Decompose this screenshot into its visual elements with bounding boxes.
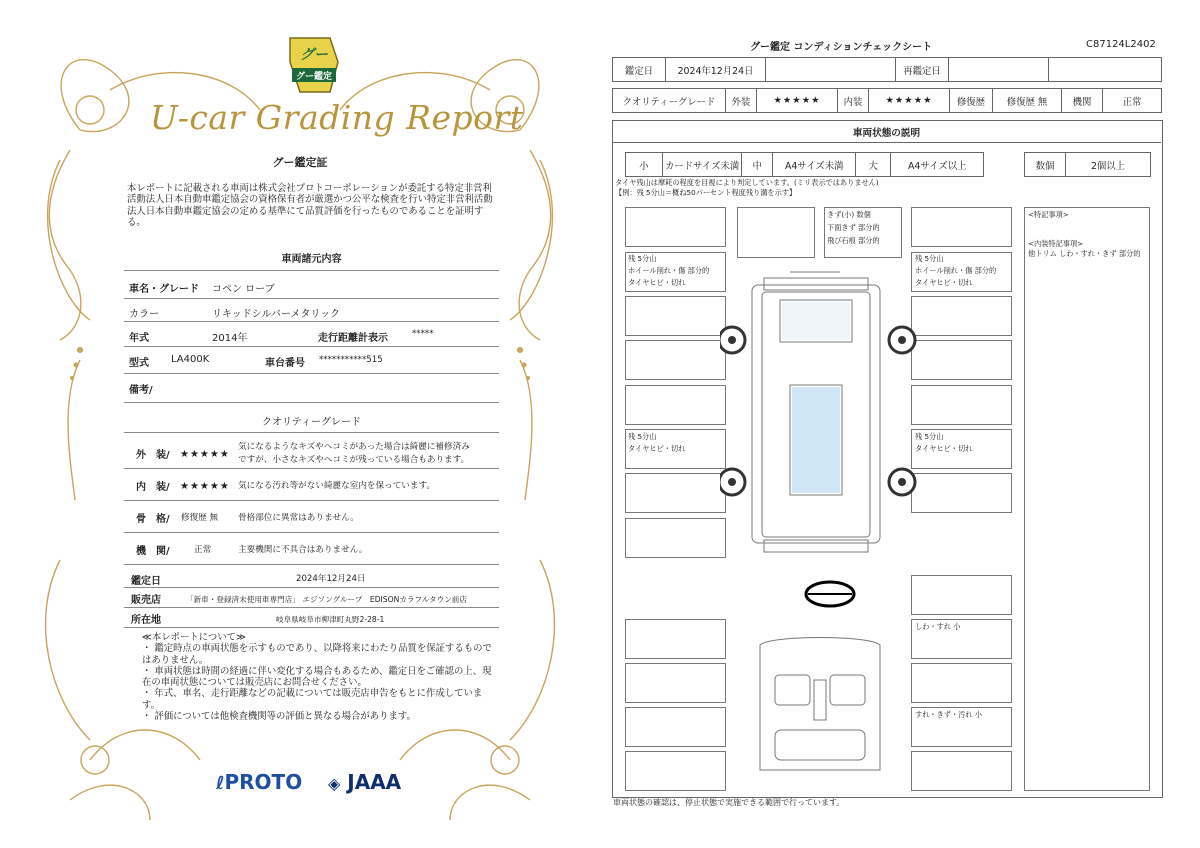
divider <box>124 468 499 469</box>
exterior-stars: ★★★★★ <box>180 449 230 460</box>
callout-interior-2: すれ・きず・汚れ 小 <box>915 710 982 719</box>
exterior-label: 外 装/ <box>136 450 170 461</box>
car-name-label: 車名・グレード <box>129 284 199 295</box>
interior-special-title: <内装特記事項> <box>1028 239 1084 248</box>
interior-label: 内 装/ <box>136 482 170 493</box>
hood-area <box>782 302 850 340</box>
callout-front-left-2: ホイール削れ・傷 部分的 <box>628 266 710 275</box>
note-item: ・ 車両状態は時間の経過に伴い変化する場合もあるため、鑑定日をご確認の上、現在の車両状態については販売店にお問合せください。 <box>142 665 492 689</box>
interior-stars: ★★★★★ <box>180 481 230 492</box>
divider <box>124 607 499 608</box>
divider <box>124 564 499 565</box>
condition-check-sheet <box>600 0 1200 848</box>
chassis-label: 車台番号 <box>265 358 305 369</box>
divider <box>124 298 499 299</box>
frame-value: 修復歴 無 <box>181 513 219 523</box>
callout-box <box>911 751 1012 791</box>
appraisal-date-value: 2024年12月24日 <box>666 58 766 82</box>
divider <box>124 587 499 588</box>
glass-area <box>792 387 840 493</box>
car-name-value: コペン ローブ <box>212 284 275 295</box>
callout-front-right-2: ホイール削れ・傷 部分的 <box>915 266 997 275</box>
frame-label: 骨 格/ <box>136 514 170 525</box>
callout-box <box>625 340 726 380</box>
callout-top-3: 飛び石痕 部分的 <box>827 236 880 245</box>
divider <box>124 432 499 433</box>
callout-front-right-3: タイヤヒビ・切れ <box>915 278 973 287</box>
engine-label: 機 関/ <box>136 546 170 557</box>
divider <box>124 346 499 347</box>
callout-front-left-1: 残 5分山 <box>628 254 657 263</box>
frame-desc: 骨格部位に異常はありません。 <box>238 513 359 523</box>
model-label: 型式 <box>129 358 149 369</box>
notes-title: ≪本レポートについて≫ <box>142 632 246 643</box>
tire-note-1: タイヤ残山は摩耗の程度を目視により判定しています。(ミリ表示ではありません) <box>615 178 879 187</box>
callout-box <box>625 619 726 659</box>
legend-large: 大 <box>856 153 891 177</box>
date-row <box>612 57 1162 82</box>
engine-value: 正常 <box>194 545 212 555</box>
callout-box <box>911 663 1012 703</box>
divider <box>612 142 1161 143</box>
callout-interior-1: しわ・すれ 小 <box>915 622 961 631</box>
badge-mark: グー <box>300 47 328 63</box>
engine-desc: 主要機関に不具合はありません。 <box>238 545 368 555</box>
odometer-label: 走行距離計表示 <box>318 333 388 344</box>
interior-desc: 気になる汚れ等がない綺麗な室内を保っています。 <box>238 481 435 491</box>
spec-section-title: 車両諸元内容 <box>281 254 342 265</box>
color-value: リキッドシルバーメタリック <box>212 309 340 320</box>
footer-note: 車両状態の確認は、停止状態で実施できる範囲で行っています。 <box>613 798 845 807</box>
callout-box <box>625 385 726 425</box>
proto-logo: ℓPROTO <box>216 770 303 794</box>
reappraisal-date-label: 再鑑定日 <box>896 58 949 82</box>
callout-rear-right-1: 残 5分山 <box>915 432 944 441</box>
callout-rear-right-2: タイヤヒビ・切れ <box>915 444 973 453</box>
callout-box <box>911 296 1012 336</box>
engine-label: 機関 <box>1062 89 1103 113</box>
callout-box <box>911 340 1012 380</box>
callout-box <box>625 296 726 336</box>
repair-label: 修復歴 <box>950 89 993 113</box>
callout-box <box>625 663 726 703</box>
certificate-body: 本レポートに記載される車両は株式会社プロトコーポレーションが委託する特定非営利活動法人日本自動車鑑定協会の資格保有者が厳選かつ公平な検査を行い特定非営利活動法人日本自動車鑑定協会の定める基準にて品質評価を行ったものであることを証明する。 <box>127 183 493 228</box>
exterior-desc-1: 気になるようなキズやヘコミがあった場合は綺麗に補修済み <box>238 442 470 452</box>
odometer-value: ***** <box>412 329 434 339</box>
legend-small-desc: カードサイズ未満 <box>663 153 742 177</box>
address-value: 岐阜県岐阜市柳津町丸野2-28-1 <box>276 615 385 624</box>
divider <box>124 500 499 501</box>
note-item: ・ 年式、車名、走行距離などの記載については販売店申告をもとに作成しています。 <box>142 688 483 711</box>
quality-section-title: クオリティーグレード <box>262 417 361 428</box>
sheet-title: グー鑑定 コンディションチェックシート <box>750 42 933 53</box>
count-legend <box>1024 152 1151 177</box>
int-label: 内装 <box>838 89 869 113</box>
year-label: 年式 <box>129 333 149 344</box>
divider <box>124 373 499 374</box>
divider <box>124 321 499 322</box>
year-value: 2014年 <box>212 333 248 344</box>
color-label: カラー <box>129 309 159 320</box>
quality-row <box>612 88 1162 113</box>
exterior-desc-2: ですが、小さなキズやヘコミが残っている場合もあります。 <box>238 455 470 465</box>
legend-title: 車両状態の説明 <box>852 128 921 139</box>
callout-box <box>911 575 1012 615</box>
callout-top-2: 下面きず 部分的 <box>827 223 880 232</box>
callout-box <box>911 473 1012 513</box>
divider <box>124 270 499 271</box>
legend-mid: 中 <box>742 153 773 177</box>
appraisal-date-label: 鑑定日 <box>131 576 161 587</box>
note-item: ・ 鑑定時点の車両状態を示すものであり、以降将来にわたり品質を保証するものではありません。 <box>142 643 492 666</box>
callout-top-1: きず(小) 数個 <box>827 210 871 219</box>
legend-count: 数個 <box>1025 153 1066 177</box>
badge-label: グー鑑定 <box>295 72 332 82</box>
special-notes-box <box>1024 207 1150 791</box>
model-value: LA400K <box>171 354 210 365</box>
callout-rear-left-1: 残 5分山 <box>628 432 657 441</box>
dealer-label: 販売店 <box>131 595 161 606</box>
repair-value: 修復歴 無 <box>993 89 1062 113</box>
reappraisal-date-value <box>949 58 1049 82</box>
chassis-value: ***********515 <box>319 355 383 365</box>
report-script-title: U-car Grading Report <box>150 98 524 137</box>
callout-box <box>625 707 726 747</box>
interior-special-body: 他トリム しわ・すれ・きず 部分的 <box>1028 249 1141 258</box>
appraisal-date-label: 鑑定日 <box>613 58 666 82</box>
callout-box <box>625 751 726 791</box>
dealer-value: 「新車・登録済未使用車専門店」 エジソングループ EDISONカラフルタウン前店 <box>186 595 467 604</box>
note-item: ・ 評価については他検査機関等の評価と異なる場合があります。 <box>142 711 416 723</box>
tire-note-2: 【例：残 5分山＝概ね50パーセント程度残り溝を示す】 <box>615 188 797 197</box>
callout-box <box>625 207 726 247</box>
blank-cell <box>1049 58 1162 82</box>
divider <box>124 402 499 403</box>
callout-front-left-3: タイヤヒビ・切れ <box>628 278 686 287</box>
legend-small: 小 <box>626 153 663 177</box>
engine-value: 正常 <box>1103 89 1162 113</box>
report-notes <box>142 632 492 722</box>
callout-front-right-1: 残 5分山 <box>915 254 944 263</box>
ext-label: 外装 <box>726 89 757 113</box>
int-stars: ★★★★★ <box>869 89 950 113</box>
appraisal-date-value: 2024年12月24日 <box>296 574 366 584</box>
size-legend <box>625 152 984 177</box>
remarks-label: 備考/ <box>129 385 153 396</box>
car-diagram <box>720 250 920 800</box>
certificate-title: グー鑑定証 <box>272 156 328 169</box>
callout-box <box>911 207 1012 247</box>
legend-large-desc: A4サイズ以上 <box>891 153 984 177</box>
divider <box>124 532 499 533</box>
callout-box <box>625 473 726 513</box>
address-label: 所在地 <box>131 615 161 626</box>
legend-mid-desc: A4サイズ未満 <box>773 153 856 177</box>
quality-label: クオリティーグレード <box>613 89 726 113</box>
callout-box <box>625 518 726 558</box>
callout-box <box>911 385 1012 425</box>
ext-stars: ★★★★★ <box>757 89 838 113</box>
legend-count-desc: 2個以上 <box>1066 153 1151 177</box>
special-title: <特記事項> <box>1028 210 1069 219</box>
callout-rear-left-2: タイヤヒビ・切れ <box>628 444 686 453</box>
sheet-code: C87124L2402 <box>1086 39 1156 50</box>
divider <box>124 627 499 628</box>
jaaa-logo: ◈ JAAA <box>328 770 402 794</box>
blank-cell <box>766 58 896 82</box>
